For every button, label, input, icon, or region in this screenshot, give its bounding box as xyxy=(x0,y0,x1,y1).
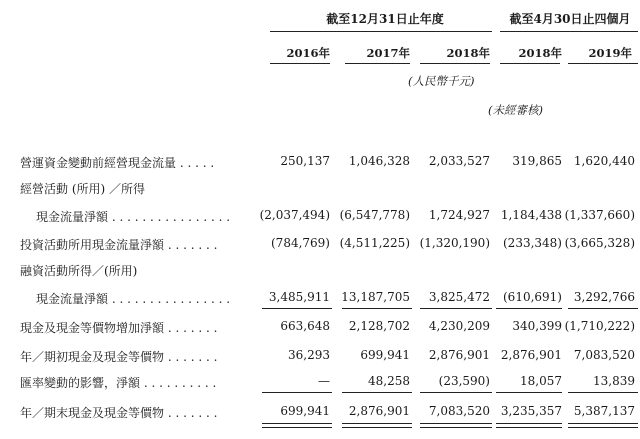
year-header-2016: 2016年 xyxy=(286,46,330,60)
cell: 13,839 xyxy=(593,374,635,388)
row-label-operating-cash-flow-before-wc: 營運資金變動前經營現金流量 . . . . . xyxy=(20,156,215,170)
cell: 1,724,927 xyxy=(428,208,490,222)
cell: 7,083,520 xyxy=(573,348,635,362)
row-label-fx-effect: 匯率變動的影響，淨額 . . . . . . . . . . xyxy=(20,376,217,390)
cell: 2,876,901 xyxy=(428,348,490,362)
cell: 663,648 xyxy=(280,319,330,333)
cell: 2,033,527 xyxy=(428,154,490,168)
cell: 699,941 xyxy=(360,348,410,362)
total-double-underline xyxy=(262,423,332,428)
total-double-underline xyxy=(496,423,562,428)
cell: 1,184,438 xyxy=(500,208,562,222)
year-underline xyxy=(420,63,490,64)
total-double-underline xyxy=(420,423,492,428)
total-double-underline xyxy=(568,423,638,428)
row-label-net-operating-cash-flow: 現金流量淨額 . . . . . . . . . . . . . . . . xyxy=(36,210,231,224)
cell: 319,865 xyxy=(512,154,562,168)
cell: 3,235,357 xyxy=(500,404,562,418)
year-underline xyxy=(500,63,560,64)
cell: (3,665,328) xyxy=(564,236,635,250)
row-label-financing-activities: 融資活動所得／(所用) xyxy=(20,264,138,278)
unaudited-note: (未經審核) xyxy=(488,103,543,117)
cell: (1,337,660) xyxy=(564,208,635,222)
subtotal-underline xyxy=(568,392,638,393)
cell: (610,691) xyxy=(503,290,562,304)
year-underline xyxy=(270,63,330,64)
row-label-opening-cash: 年／期初現金及現金等價物 . . . . . . . xyxy=(20,350,218,364)
subtotal-underline xyxy=(420,308,492,309)
subtotal-underline xyxy=(420,392,492,393)
cell: 13,187,705 xyxy=(341,290,410,304)
year-header-2018: 2018年 xyxy=(446,46,490,60)
cell: 4,230,209 xyxy=(428,319,490,333)
cell: — xyxy=(318,374,330,388)
row-label-net-financing-cash-flow: 現金流量淨額 . . . . . . . . . . . . . . . . xyxy=(36,292,231,306)
year-underline xyxy=(345,63,410,64)
cell: (23,590) xyxy=(438,374,490,388)
subtotal-underline xyxy=(262,392,332,393)
total-double-underline xyxy=(342,423,412,428)
cell: 1,046,328 xyxy=(348,154,410,168)
cell: (1,320,190) xyxy=(419,236,490,250)
cell: 1,620,440 xyxy=(573,154,635,168)
subtotal-underline xyxy=(496,308,562,309)
cell: 7,083,520 xyxy=(428,404,490,418)
cell: 699,941 xyxy=(280,404,330,418)
cell: (1,710,222) xyxy=(564,319,635,333)
group-header-four-months-ended-apr: 截至4月30日止四個月 xyxy=(509,12,631,26)
cell: 2,128,702 xyxy=(348,319,410,333)
cell: 48,258 xyxy=(368,374,410,388)
cell: 3,825,472 xyxy=(428,290,490,304)
group-header-year-ended-dec: 截至12月31日止年度 xyxy=(326,12,444,26)
cell: 5,387,137 xyxy=(573,404,635,418)
cell: (233,348) xyxy=(503,236,562,250)
group-underline-apr xyxy=(500,31,638,32)
row-label-net-investing-cash-flow: 投資活動所用現金流量淨額 . . . . . . . xyxy=(20,238,218,252)
row-label-closing-cash: 年／期末現金及現金等價物 . . . . . . . xyxy=(20,406,218,420)
cell: (784,769) xyxy=(271,236,330,250)
cell: 2,876,901 xyxy=(348,404,410,418)
year-header-2017: 2017年 xyxy=(366,46,410,60)
cell: 36,293 xyxy=(288,348,330,362)
year-header-2019: 2019年 xyxy=(588,46,632,60)
cell: 3,292,766 xyxy=(573,290,635,304)
row-label-operating-activities: 經營活動 (所用) ／所得 xyxy=(20,182,145,196)
cell: 340,399 xyxy=(512,319,562,333)
year-header-2018-four-months: 2018年 xyxy=(518,46,562,60)
cell: 18,057 xyxy=(520,374,562,388)
group-underline-dec xyxy=(270,31,492,32)
subtotal-underline xyxy=(342,308,412,309)
cell: 250,137 xyxy=(280,154,330,168)
subtotal-underline xyxy=(342,392,412,393)
year-underline xyxy=(568,63,638,64)
subtotal-underline xyxy=(262,308,332,309)
subtotal-underline xyxy=(496,392,562,393)
cell: (2,037,494) xyxy=(259,208,330,222)
row-label-net-increase-cash: 現金及現金等價物增加淨額 . . . . . . . xyxy=(20,321,218,335)
cell: (4,511,225) xyxy=(339,236,410,250)
cell: 2,876,901 xyxy=(500,348,562,362)
cell: 3,485,911 xyxy=(268,290,330,304)
cell: (6,547,778) xyxy=(339,208,410,222)
unit-note: (人民幣千元) xyxy=(408,74,475,88)
subtotal-underline xyxy=(568,308,638,309)
